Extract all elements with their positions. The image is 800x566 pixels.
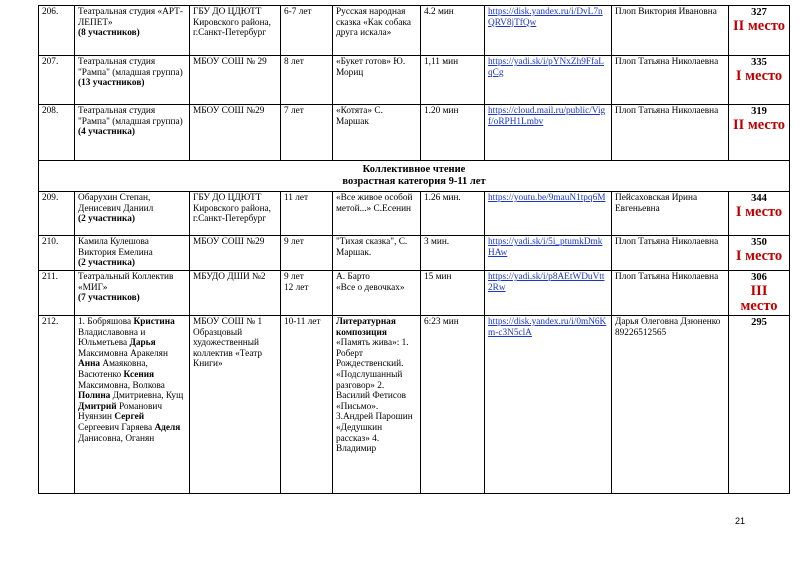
participant-first-name: Дмитрий (78, 401, 117, 412)
place-award: II место (732, 18, 786, 34)
table-row (39, 105, 790, 161)
participant-name-text: Романович Нуянзин (78, 401, 163, 423)
duration: 3 мин. (421, 236, 485, 271)
participant-names (75, 105, 190, 161)
video-link-cell (485, 316, 612, 494)
page-number: 21 (735, 516, 746, 526)
score: 335 (751, 57, 767, 68)
duration: 1.26 мин. (421, 192, 485, 236)
score-cell (729, 105, 790, 161)
video-link[interactable]: https://youtu.be/9mauN1tpq6M (488, 193, 606, 203)
participant-names (75, 236, 190, 271)
work-title: "Тихая сказка", С. Маршак. (333, 236, 421, 271)
team-name: Обарухин Степан, Денисевич Даниил (78, 193, 154, 214)
organization: МБУДО ДШИ №2 (190, 271, 281, 316)
teacher: Плоп Татьяна Николаевна (612, 271, 729, 316)
row-number: 212. (39, 316, 75, 494)
score: 327 (751, 7, 767, 18)
participant-first-name: Кристина (133, 317, 175, 327)
table-row (39, 236, 790, 271)
row-number: 208. (39, 105, 75, 161)
participant-name-text: 1. Бобряшова (78, 317, 134, 327)
work-title (333, 316, 421, 494)
work-title: «Букет готов» Ю. Мориц (333, 56, 421, 105)
organization: ГБУ ДО ЦДЮТТ Кировского района, г.Санкт-Петербург (190, 6, 281, 56)
section-title: Коллективное чтение (362, 164, 466, 175)
participant-first-name: Полина (78, 391, 111, 402)
teacher: Плоп Татьяна Николаевна (612, 56, 729, 105)
video-link[interactable]: https://yadi.sk/i/p8AEtWDuVtt2Rw (488, 272, 605, 293)
duration: 1.20 мин (421, 105, 485, 161)
participant-names (75, 56, 190, 105)
age: 10-11 лет (281, 316, 333, 494)
organization: МБОУ СОШ № 1 Образцовый художественный коллектив «Театр Книги» (190, 316, 281, 494)
participant-names (75, 271, 190, 316)
video-link[interactable]: https://cloud.mail.ru/public/Vigf/oRPH1Lmbv (488, 106, 606, 127)
work-title: А. Барто «Все о девочках» (333, 271, 421, 316)
row-number: 206. (39, 6, 75, 56)
place-award: III место (740, 283, 778, 314)
duration: 4.2 мин (421, 6, 485, 56)
score: 295 (751, 317, 767, 328)
work-title: «Котята» С. Маршак (333, 105, 421, 161)
table-row (39, 271, 790, 316)
team-name: Театральная студия "Рампа" (младшая группа) (78, 106, 183, 127)
score-cell (729, 192, 790, 236)
participant-name-text: Максимовна Аракелян (78, 348, 168, 359)
participant-names (75, 192, 190, 236)
score: 344 (751, 193, 767, 204)
participants-count: (13 участников) (78, 78, 145, 89)
duration: 1,11 мин (421, 56, 485, 105)
work-details: «Память жива»: 1. Роберт Рождественский. «Подслушанный разговор» 2. Василий Фетисов «Письмо». 3.Андрей Парошин «Дедушкин рассказ» 4. Владимир (336, 338, 413, 455)
place-award: I место (735, 248, 783, 264)
organization: МБОУ СОШ №29 (190, 105, 281, 161)
work-title: «Все живое особой метой...» С.Есенин (333, 192, 421, 236)
participant-first-name: Аделя (154, 422, 181, 433)
participants-count: (2 участника) (78, 214, 135, 225)
video-link-cell (485, 105, 612, 161)
team-name: Камила Кулешова Виктория Емелина (78, 237, 153, 258)
participant-names (75, 6, 190, 56)
video-link-cell (485, 56, 612, 105)
work-title: Русская народная сказка «Как собака друга искала» (333, 6, 421, 56)
video-link-cell (485, 6, 612, 56)
place-award: I место (735, 204, 783, 220)
participants-count: (7 участников) (78, 293, 140, 304)
teacher: Пейсаховская Ирина Евгеньевна (612, 192, 729, 236)
team-name: Театральная студия «АРТ-ЛЕПЕТ» (78, 7, 183, 28)
video-link-cell (485, 271, 612, 316)
participant-name-text: Сергеевич Гаряева (78, 422, 155, 433)
video-link[interactable]: https://yadi.sk/i/5i_ptumkDmkHAw (488, 237, 603, 258)
video-link[interactable]: https://disk.yandex.ru/i/0mN6Km-c3N5clA (488, 317, 607, 338)
row-number: 210. (39, 236, 75, 271)
participant-first-name: Сергей (114, 412, 145, 423)
age: 9 лет 12 лет (281, 271, 333, 316)
participant-name-text: Владиславовна и Юльметьева (78, 327, 146, 349)
age: 6-7 лет (281, 6, 333, 56)
participants-count: (2 участника) (78, 258, 135, 269)
age: 9 лет (281, 236, 333, 271)
video-link-cell (485, 192, 612, 236)
row-number: 209. (39, 192, 75, 236)
place-award: II место (732, 117, 786, 133)
teacher: Плоп Татьяна Николаевна (612, 105, 729, 161)
score: 306 (751, 272, 767, 283)
organization: МБОУ СОШ №29 (190, 236, 281, 271)
results-table (38, 5, 790, 494)
duration: 15 мин (421, 271, 485, 316)
table-row (39, 316, 790, 494)
participant-name-text: Максимовна, Волкова (78, 380, 165, 391)
score: 350 (751, 237, 767, 248)
work-heading: Литературная композиция (336, 317, 396, 338)
row-number: 211. (39, 271, 75, 316)
team-name: Театральная студия "Рампа" (младшая группа) (78, 57, 183, 78)
table-row (39, 6, 790, 56)
video-link[interactable]: https://yadi.sk/i/pYNxZh9FfaLqCg (488, 57, 604, 78)
team-name: Театральный Коллектив «МИГ» (78, 272, 174, 293)
participant-name-text: Данисовна, Оганян (78, 433, 155, 444)
place-award: I место (735, 68, 783, 84)
score-cell (729, 271, 790, 316)
participant-name-text: Амаяковна, Васютенко (78, 359, 148, 380)
score-cell (729, 6, 790, 56)
duration: 6:23 мин (421, 316, 485, 494)
participant-names (75, 316, 190, 494)
participant-first-name: Ксения (123, 369, 155, 380)
teacher: Плоп Татьяна Николаевна (612, 236, 729, 271)
organization: ГБУ ДО ЦДЮТТ Кировского района, г.Санкт-Петербург (190, 192, 281, 236)
participant-first-name: Дарья (129, 338, 156, 349)
score-cell (729, 56, 790, 105)
table-row (39, 56, 790, 105)
participants-count: (4 участника) (78, 127, 135, 138)
score: 319 (751, 106, 767, 117)
row-number: 207. (39, 56, 75, 105)
table-row (39, 192, 790, 236)
organization: МБОУ СОШ № 29 (190, 56, 281, 105)
section-age-category: возрастная категория 9-11 лет (342, 176, 486, 187)
participants-count: (8 участников) (78, 28, 140, 39)
participant-name-text: Дмитриевна, Кущ (110, 391, 184, 402)
score-cell (729, 316, 790, 494)
teacher: Плоп Виктория Ивановна (612, 6, 729, 56)
age: 8 лет (281, 56, 333, 105)
section-header (39, 161, 790, 192)
teacher: Дарья Олеговна Дзюненко 89226512565 (612, 316, 729, 494)
participant-first-name: Анна (78, 359, 101, 370)
video-link-cell (485, 236, 612, 271)
video-link[interactable]: https://disk.yandex.ru/i/DvL7nQRV8jTfQw (488, 7, 603, 28)
age: 7 лет (281, 105, 333, 161)
age: 11 лет (281, 192, 333, 236)
score-cell (729, 236, 790, 271)
